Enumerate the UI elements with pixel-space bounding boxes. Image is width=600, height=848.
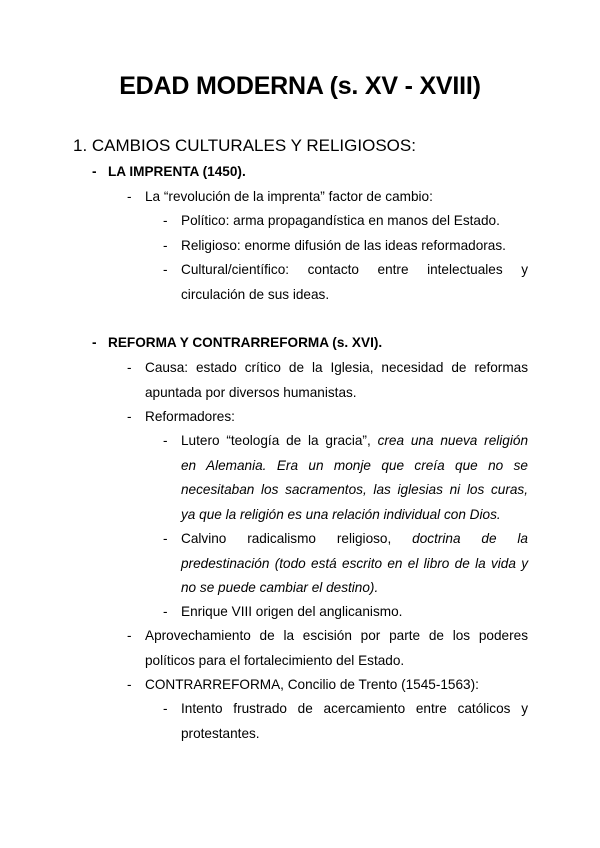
list-item: - Enrique VIII origen del anglicanismo. [163,600,528,625]
list-item: - La “revolución de la imprenta” factor de cambio: [127,185,528,210]
list-item: - Cultural/científico: contacto entre intelectuales y circulación de sus ideas. [163,258,528,307]
subsection-heading-imprenta: - LA IMPRENTA (1450). [92,160,528,185]
bullet-icon: - [163,262,168,277]
list-item: - Político: arma propagandística en manos del Estado. [163,209,528,234]
subsection-heading-reforma: - REFORMA Y CONTRARREFORMA (s. XVI). [92,331,528,356]
bullet-icon: - [127,628,132,643]
list-item-calvino: - Calvino radicalismo religioso, doctrina de la predestinación (todo está escrito en el libro de la vida y no se puede cambiar el destino). [163,527,528,601]
bullet-icon: - [92,164,97,179]
bullet-icon: - [163,213,168,228]
list-item: - Religioso: enorme difusión de las ideas reformadoras. [163,234,528,259]
bullet-icon: - [127,189,132,204]
list-item-lutero: - Lutero “teología de la gracia”, crea una nueva religión en Alemania. Era un monje que creía que no se necesitaban los sacramentos, las iglesias ni los curas, ya que la religión es una relación individual con Dios. [163,429,528,527]
bullet-icon: - [163,701,168,716]
bullet-icon: - [127,409,132,424]
bullet-icon: - [163,238,168,253]
list-item: - Causa: estado crítico de la Iglesia, necesidad de reformas apuntada por diversos humanistas. [127,356,528,405]
bullet-icon: - [127,677,132,692]
page-title: EDAD MODERNA (s. XV - XVIII) [119,72,481,100]
bullet-icon: - [163,531,168,546]
list-item: - CONTRARREFORMA, Concilio de Trento (1545-1563): [127,673,528,698]
bullet-icon: - [92,335,97,350]
bullet-icon: - [163,433,168,448]
bullet-icon: - [163,604,168,619]
section-heading: 1. CAMBIOS CULTURALES Y RELIGIOSOS: [73,136,416,155]
list-item: - Aprovechamiento de la escisión por parte de los poderes políticos para el fortalecimiento del Estado. [127,624,528,673]
bullet-icon: - [127,360,132,375]
list-item: - Reformadores: [127,405,528,430]
list-item: - Intento frustrado de acercamiento entre católicos y protestantes. [163,697,528,746]
